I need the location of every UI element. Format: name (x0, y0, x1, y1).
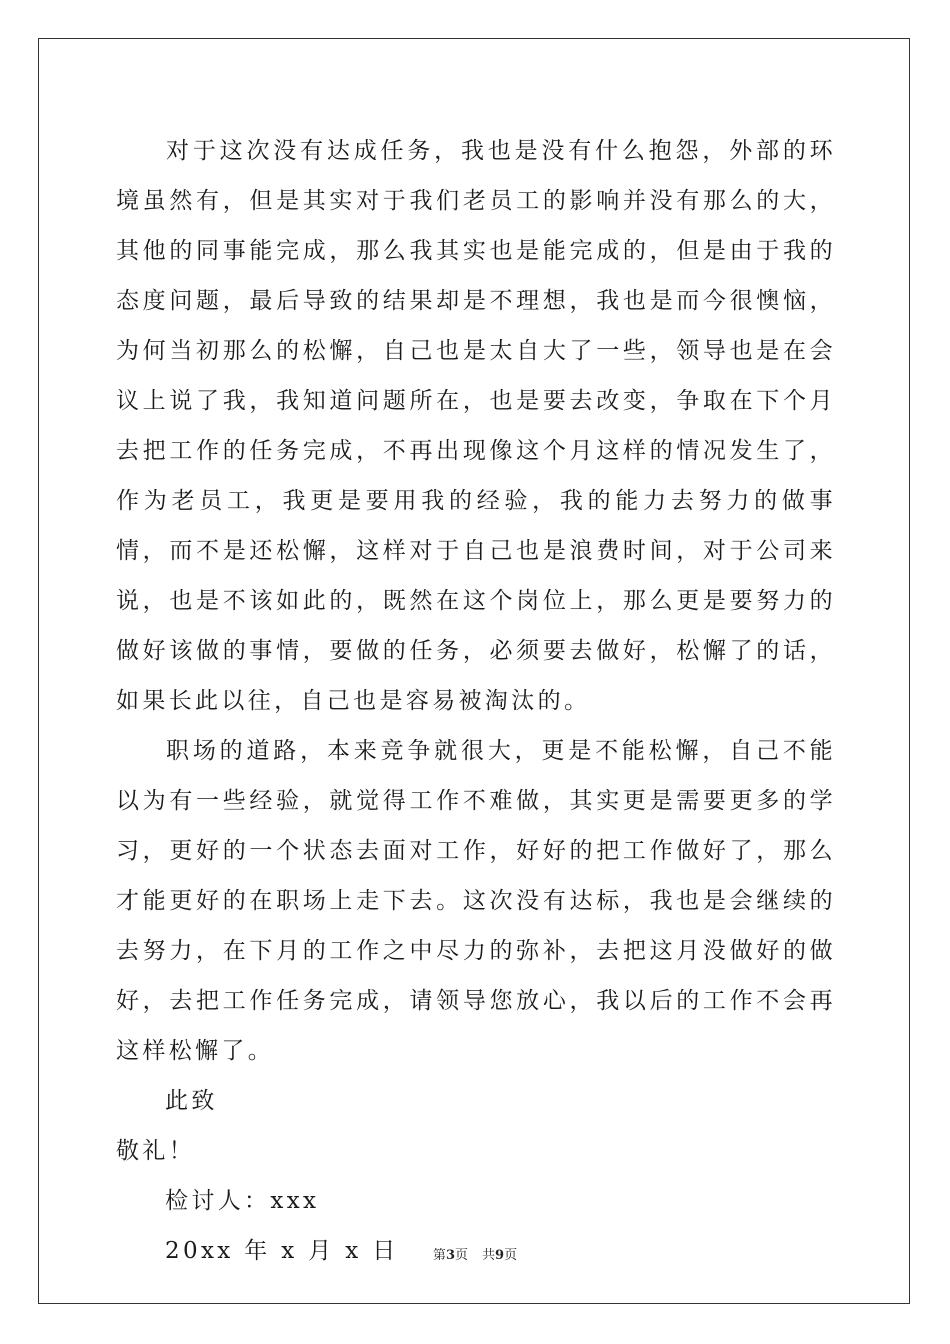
total-suffix: 页 (504, 1248, 518, 1263)
page-footer (0, 1247, 950, 1265)
page-suffix: 页 (454, 1248, 468, 1263)
body-paragraph-2: 职场的道路，本来竞争就很大，更是不能松懈，自己不能以为有一些经验，就觉得工作不难做，其实更是需要更多的学习，更好的一个状态去面对工作，好好的把工作做好了，那么才能更好的在职场上走下去。这次没有达标，我也是会继续的去努力，在下月的工作之中尽力的弥补，去把这月没做好的做好，去把工作任务完成，请领导您放心，我以后的工作不会再这样松懈了。 (116, 738, 836, 1064)
document-body (116, 126, 836, 1276)
date-line: 20xx 年 x 月 x 日 (165, 1238, 399, 1264)
closing-line: 此致 (165, 1088, 218, 1114)
total-page-number: 9 (495, 1248, 505, 1263)
current-page-number: 3 (445, 1248, 455, 1263)
salutation-line: 敬礼！ (116, 1138, 196, 1164)
signature-line: 检讨人：xxx (165, 1188, 320, 1214)
total-prefix: 共 (482, 1248, 496, 1263)
body-paragraph-1: 对于这次没有达成任务，我也是没有什么抱怨，外部的环境虽然有，但是其实对于我们老员工的影响并没有那么的大，其他的同事能完成，那么我其实也是能完成的，但是由于我的态度问题，最后导致的结果却是不理想，我也是而今很懊恼，为何当初那么的松懈，自己也是太自大了一些，领导也是在会议上说了我，我知道问题所在，也是要去改变，争取在下个月去把工作的任务完成，不再出现像这个月这样的情况发生了，作为老员工，我更是要用我的经验，我的能力去努力的做事情，而不是还松懈，这样对于自己也是浪费时间，对于公司来说，也是不该如此的，既然在这个岗位上，那么更是要努力的做好该做的事情，要做的任务，必须要去做好，松懈了的话，如果长此以往，自己也是容易被淘汰的。 (116, 138, 836, 714)
page-prefix: 第 (432, 1248, 446, 1263)
